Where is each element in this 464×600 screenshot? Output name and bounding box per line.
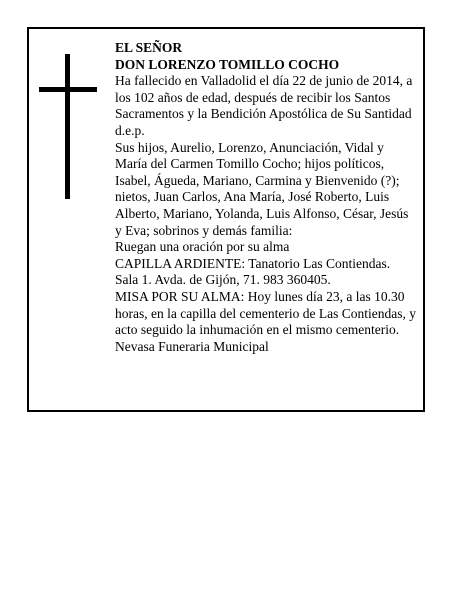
notice-line: Sala 1. Avda. de Gijón, 71. 983 360405.	[115, 272, 331, 288]
notice-line: horas, en la capilla del cementerio de Las Contiendas, y	[115, 305, 417, 321]
notice-heading: EL SEÑOR	[115, 40, 183, 55]
notice-text	[115, 40, 423, 355]
notice-line: d.e.p.	[115, 122, 145, 138]
notice-line: Alberto, Mariano, Yolanda, Luis Alfonso, César, Jesús	[115, 205, 409, 221]
deceased-name: DON LORENZO TOMILLO COCHO	[115, 56, 340, 72]
notice-line: y Eva; sobrinos y demás familia:	[115, 222, 293, 238]
cross-horizontal-bar	[39, 87, 97, 92]
notice-line: María del Carmen Tomillo Cocho; hijos políticos,	[115, 156, 385, 172]
notice-line: Ruegan una oración por su alma	[115, 239, 290, 255]
notice-line: MISA POR SU ALMA: Hoy lunes día 23, a las 10.30	[115, 288, 405, 304]
notice-line: nietos, Juan Carlos, Ana María, José Roberto, Luis	[115, 189, 390, 205]
notice-line: Isabel, Águeda, Mariano, Carmina y Bienvenido (?);	[115, 172, 400, 188]
notice-line: CAPILLA ARDIENTE: Tanatorio Las Contiendas.	[115, 255, 391, 271]
obituary-notice	[27, 27, 425, 412]
cross-vertical-bar	[65, 54, 70, 199]
notice-line: Sacramentos y la Bendición Apostólica de Su Santidad	[115, 106, 412, 122]
notice-line: Sus hijos, Aurelio, Lorenzo, Anunciación, Vidal y	[115, 139, 384, 155]
latin-cross-icon	[39, 54, 97, 199]
notice-line: los 102 años de edad, después de recibir los Santos	[115, 89, 391, 105]
notice-line: acto seguido la inhumación en el mismo cementerio.	[115, 322, 400, 338]
notice-line: Ha fallecido en Valladolid el día 22 de junio de 2014, a	[115, 73, 413, 89]
notice-line: Nevasa Funeraria Municipal	[115, 338, 269, 354]
